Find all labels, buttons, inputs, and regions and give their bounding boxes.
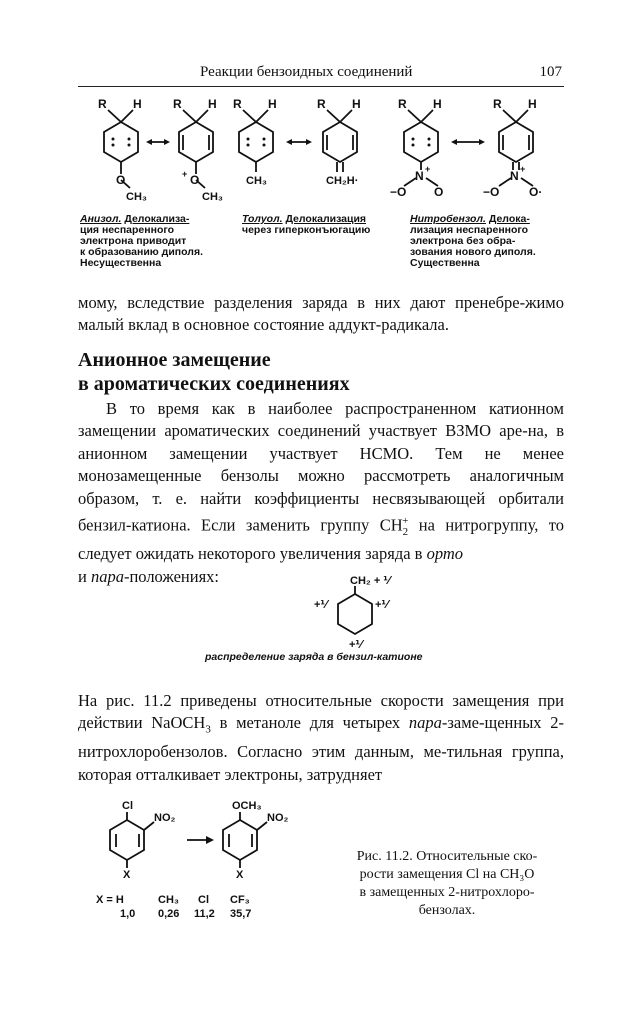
table-v-2: 11,2: [194, 908, 215, 920]
svg-text:CH₂ + ⅟: CH₂ + ⅟: [350, 575, 391, 587]
svg-text:OCH₃: OCH₃: [232, 800, 262, 812]
svg-text:R: R: [98, 97, 107, 111]
svg-text:R: R: [317, 97, 326, 111]
svg-text:O: O: [190, 173, 200, 187]
svg-text:N: N: [415, 169, 424, 183]
page-header: [78, 60, 564, 87]
svg-text:CH₃: CH₃: [202, 191, 223, 203]
ring-5: [404, 122, 438, 162]
svg-text:X: X: [123, 869, 131, 881]
svg-text:−O: −O: [390, 185, 407, 199]
svg-text:Cl: Cl: [122, 800, 133, 812]
svg-text:CH₃: CH₃: [246, 175, 267, 187]
resonance-structures: [78, 92, 568, 212]
table-v-1: 0,26: [158, 908, 180, 920]
svg-text:H: H: [528, 97, 537, 111]
svg-text:R: R: [398, 97, 407, 111]
svg-text:CH₂H·: CH₂H·: [326, 175, 359, 187]
svg-text:+: +: [182, 169, 188, 179]
caption-toluene: Толуол. Делокализация через гиперконъюгацию: [242, 213, 371, 236]
table-v-3: 35,7: [230, 908, 252, 920]
benzyl-caption: распределение заряда в бензил-катионе: [205, 651, 423, 663]
ring-1: [104, 122, 138, 162]
ring-6: [499, 122, 533, 162]
svg-text:+⅟: +⅟: [314, 599, 328, 611]
svg-text:N: N: [510, 169, 519, 183]
svg-text:NO₂: NO₂: [154, 812, 176, 824]
paragraph-1: мому, вследствие разделения заряда в них дают пренебре-жимо малый вклад в основное состояние аддукт-радикала.: [78, 293, 564, 335]
ring-3: [239, 122, 273, 162]
paragraph-3: На рис. 11.2 приведены относительные скорости замещения при действии NaOCH$_3$ в метаноле для четырех пара-заме-щенных 2-нитрохлоробензолов. Согласно этим данным, ме-тильная группа, которая отталкивает электроны, затрудняет: [78, 691, 564, 784]
svg-text:O·: O·: [529, 185, 543, 199]
table-x-2: Cl: [198, 894, 209, 906]
rate-table: [96, 894, 296, 922]
table-x-0: X = H: [96, 894, 124, 906]
paragraph-2: В то время как в наиболее распространенном катионном замещении ароматических соединений участвует ВЗМО аре-на, в анионном замещении участвует НСМО. Тем не менее монозамещенные бензолы можно рассмотреть аналогичным образом, т. е. найти коэффициенты несвязывающей орбитали бензил-катиона. Если заменить группу $CH_2^+$ на нитрогруппу, то следует ожидать некоторого увеличения заряда в орто и пара-положениях:: [78, 399, 564, 586]
table-x-3: CF₃: [230, 894, 250, 906]
svg-text:H: H: [208, 97, 217, 111]
benzyl-cation-diagram: [300, 572, 410, 650]
svg-text:H: H: [433, 97, 442, 111]
svg-text:R: R: [493, 97, 502, 111]
svg-text:CH₃: CH₃: [126, 191, 147, 203]
ring-4: [323, 122, 357, 162]
svg-text:NO₂: NO₂: [267, 812, 289, 824]
svg-text:+⅟: +⅟: [375, 599, 389, 611]
svg-text:H: H: [268, 97, 277, 111]
caption-anisole: Анизол. Делокализа- ция неспаренного электрона приводит к образованию диполя. Несущественна: [80, 213, 203, 269]
svg-text:+⅟: +⅟: [349, 639, 363, 650]
svg-text:−O: −O: [483, 185, 500, 199]
table-x-1: CH₃: [158, 894, 179, 906]
caption-nitrobenzene: Нитробензол. Делока- лизация неспаренного электрона без обра- зования нового диполя. Существенна: [410, 213, 536, 269]
svg-text:O: O: [116, 173, 126, 187]
figure-caption: Рис. 11.2. Относительные ско- рости замещения Cl на CH₃O в замещенных 2-нитрохлоро- бензолах.: [356, 849, 538, 918]
svg-text:R: R: [173, 97, 182, 111]
svg-text:R: R: [233, 97, 242, 111]
table-v-0: 1,0: [120, 908, 136, 920]
ring-2: [179, 122, 213, 162]
running-title: Реакции бензоидных соединений: [200, 64, 413, 80]
svg-text:H: H: [133, 97, 142, 111]
svg-text:O: O: [434, 185, 444, 199]
svg-text:+: +: [520, 164, 526, 174]
svg-text:H: H: [352, 97, 361, 111]
reaction-scheme: [92, 794, 302, 894]
svg-text:X: X: [236, 869, 244, 881]
section-title: Анионное замещение в ароматических соединениях: [78, 349, 350, 395]
page-number: 107: [539, 64, 562, 80]
svg-text:+: +: [425, 164, 431, 174]
